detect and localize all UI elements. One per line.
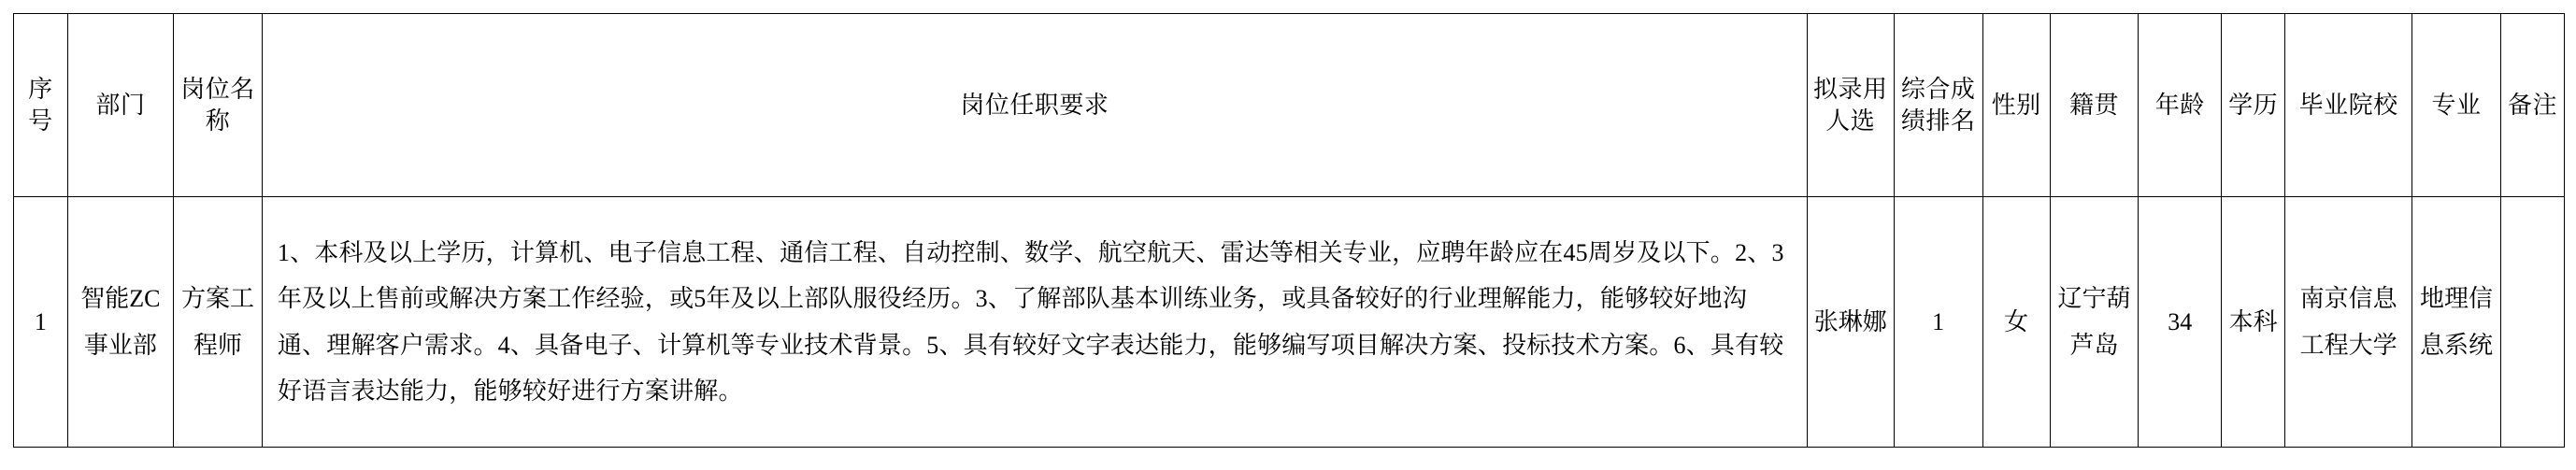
table-header-row bbox=[14, 14, 2565, 197]
header-cell-gender: 性别 bbox=[1982, 14, 2050, 197]
cell-major: 地理信息系统 bbox=[2412, 197, 2501, 448]
header-cell-remark: 备注 bbox=[2500, 14, 2564, 197]
header-cell-rank: 综合成绩排名 bbox=[1894, 14, 1982, 197]
header-cell-seq: 序号 bbox=[14, 14, 68, 197]
table-row bbox=[14, 197, 2565, 448]
header-cell-requirements: 岗位任职要求 bbox=[262, 14, 1807, 197]
recruitment-table bbox=[13, 13, 2565, 448]
cell-school: 南京信息工程大学 bbox=[2285, 197, 2412, 448]
cell-education: 本科 bbox=[2222, 197, 2285, 448]
cell-gender: 女 bbox=[1982, 197, 2050, 448]
cell-hometown: 辽宁葫芦岛 bbox=[2050, 197, 2139, 448]
cell-seq: 1 bbox=[14, 197, 68, 448]
cell-department: 智能ZC事业部 bbox=[67, 197, 173, 448]
cell-rank: 1 bbox=[1894, 197, 1982, 448]
cell-requirements: 1、本科及以上学历，计算机、电子信息工程、通信工程、自动控制、数学、航空航天、雷达等相关专业，应聘年龄应在45周岁及以下。2、3年及以上售前或解决方案工作经验，或5年及以上部队服役经历。3、了解部队基本训练业务，或具备较好的行业理解能力，能够较好地沟通、理解客户需求。4、具备电子、计算机等专业技术背景。5、具有较好文字表达能力，能够编写项目解决方案、投标技术方案。6、具有较好语言表达能力，能够较好进行方案讲解。 bbox=[262, 197, 1807, 448]
header-cell-department: 部门 bbox=[67, 14, 173, 197]
header-cell-major: 专业 bbox=[2412, 14, 2501, 197]
header-cell-candidate: 拟录用人选 bbox=[1807, 14, 1894, 197]
cell-position: 方案工程师 bbox=[174, 197, 263, 448]
header-cell-hometown: 籍贯 bbox=[2050, 14, 2139, 197]
header-cell-position: 岗位名称 bbox=[174, 14, 263, 197]
cell-age: 34 bbox=[2139, 197, 2222, 448]
header-cell-school: 毕业院校 bbox=[2285, 14, 2412, 197]
cell-remark bbox=[2500, 197, 2564, 448]
header-cell-age: 年龄 bbox=[2139, 14, 2222, 197]
header-cell-education: 学历 bbox=[2222, 14, 2285, 197]
cell-candidate: 张琳娜 bbox=[1807, 197, 1894, 448]
